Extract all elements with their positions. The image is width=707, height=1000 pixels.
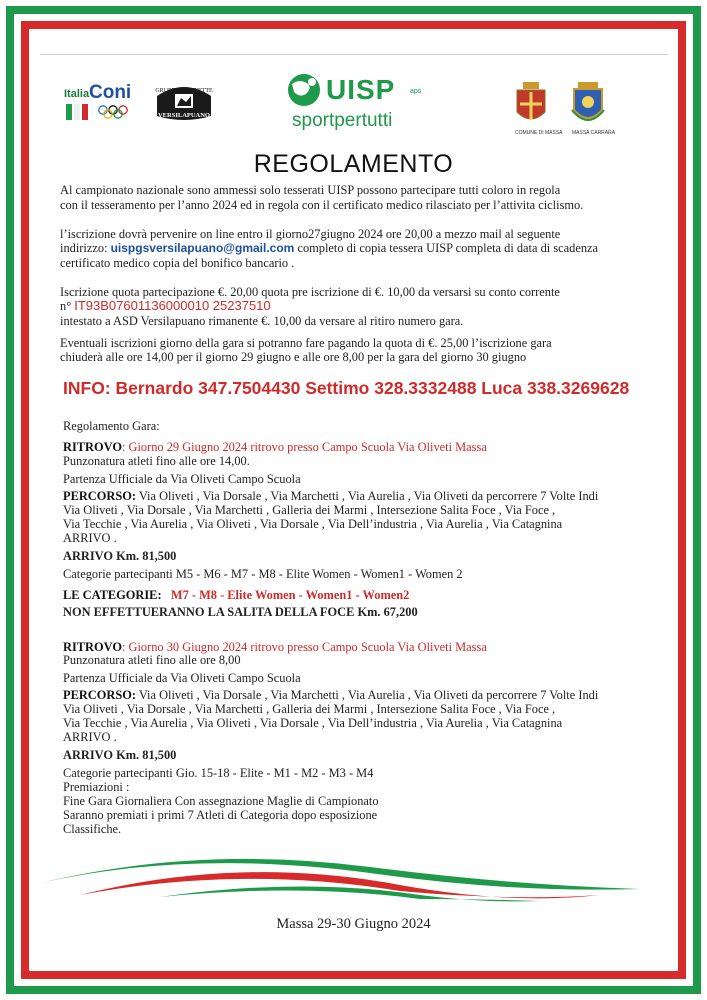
- iban-code: IT93B07601136000010 25237510: [74, 298, 271, 313]
- intro-line-1: Al campionato nazionale sono ammessi solo tesserati UISP possono partecipare tutti coloro in regola: [60, 183, 561, 197]
- comune-crest-icon: [511, 82, 551, 130]
- day1-punzonatura: Punzonatura atleti fino alle ore 14,00.: [63, 454, 250, 468]
- day1-percorso-text-1: Via Oliveti , Via Dorsale , Via Marchetti , Via Aurelia , Via Oliveti da percorrere 7 Volte Indi: [135, 489, 599, 503]
- day2-partenza: Partenza Ufficiale da Via Oliveti Campo Scuola: [63, 671, 301, 685]
- day2-punzonatura: Punzonatura atleti fino alle ore 8,00: [63, 653, 241, 667]
- uisp-aps-text: aps: [410, 88, 422, 95]
- fee-line-2: [60, 299, 271, 314]
- intro-line-2: con il tesseramento per l’anno 2024 ed in regola con il certificato medico rilasciato per l’attivita ciclismo.: [60, 198, 584, 212]
- fee-line-1: Iscrizione quota partecipazione €. 20,00 quota pre iscrizione di €. 10,00 da versarsi su conto corrente: [60, 285, 560, 299]
- day2-percorso-label: PERCORSO:: [63, 688, 136, 702]
- day2-arrivo: ARRIVO Km. 81,500: [63, 748, 177, 762]
- staffette-bottom-text: VERSILAPUANO: [157, 112, 211, 119]
- day2-percorso-text-1: Via Oliveti , Via Dorsale , Via Marchetti , Via Aurelia , Via Oliveti da percorrere 7 Volte Indi: [135, 688, 599, 702]
- signup-line-3: certificato medico copia del bonifico bancario .: [60, 256, 295, 270]
- day1-arrivo: ARRIVO Km. 81,500: [63, 549, 177, 563]
- info-contacts: INFO: Bernardo 347.7504430 Settimo 328.3332488 Luca 338.3269628: [63, 378, 630, 398]
- staffette-logo: [153, 82, 215, 122]
- uisp-brand-text: UISP: [326, 74, 396, 105]
- page-title: REGOLAMENTO: [253, 150, 454, 178]
- olympic-rings-icon: [97, 105, 133, 119]
- day2-categorie: Categorie partecipanti Gio. 15-18 - Elite - M1 - M2 - M3 - M4: [63, 766, 374, 780]
- coni-logo-prefix: Italia: [64, 88, 90, 100]
- day1-partenza: Partenza Ufficiale da Via Oliveti Campo Scuola: [63, 472, 301, 486]
- coni-flag-icon: [64, 102, 94, 122]
- day2-percorso-line-1: [63, 688, 598, 703]
- crest1-caption: COMUNE DI MASSA: [515, 130, 563, 136]
- day2-percorso-line-4: ARRIVO .: [63, 730, 117, 744]
- late-line-2: chiuderà alle ore 14,00 per il giorno 29 giugno e alle ore 8,00 per la gara del giorno 30 giugno: [60, 350, 527, 364]
- day1-le-categorie-label: LE CATEGORIE:: [63, 588, 162, 602]
- fee-number-prefix: n°: [60, 299, 75, 313]
- day1-le-categorie: [63, 588, 409, 603]
- day1-ritrovo-label: RITROVO: [63, 440, 122, 454]
- fee-line-3: intestato a ASD Versilapuano rimanente €. 10,00 da versare al ritiro numero gara.: [60, 314, 464, 328]
- day2-ritrovo-place: Campo Scuola Via Oliveti Massa: [318, 640, 487, 654]
- comune-di-massa-crest: [511, 82, 563, 137]
- footer-date: Massa 29-30 Giugno 2024: [276, 916, 431, 932]
- day2-ritrovo-label: RITROVO: [63, 640, 122, 654]
- provincia-crest-icon: [568, 80, 608, 130]
- coni-logo: [64, 82, 134, 120]
- day2-percorso-line-2: Via Oliveti , Via Dorsale , Via Marchetti , Galleria dei Marmi , Intersezione Salita Foce , Via Foce ,: [63, 702, 556, 716]
- uisp-logo: [282, 72, 422, 142]
- signup-line-2: [60, 241, 598, 256]
- tricolor-swoosh: [40, 855, 640, 915]
- day2-percorso-line-3: Via Tecchie , Via Aurelia , Via Oliveti , Via Dorsale , Via Dell’industria , Via Aurelia , Via Catagnina: [63, 716, 563, 730]
- uisp-globe-icon: [282, 72, 326, 108]
- signup-email-link[interactable]: uispgsversilapuano@gmail.com: [110, 241, 295, 255]
- day2-ritrovo-text: : Giorno 30 Giugno 2024 ritrovo presso: [121, 640, 319, 654]
- day1-percorso-line-4: ARRIVO .: [63, 531, 117, 545]
- day1-percorso-line-2: Via Oliveti , Via Dorsale , Via Marchetti , Galleria dei Marmi , Intersezione Salita Foce , Via Foce ,: [63, 503, 556, 517]
- day1-le-categorie-list: M7 - M8 - Elite Women - Women1 - Women2: [161, 588, 410, 602]
- late-line-1: Eventuali iscrizioni giorno della gara si potranno fare pagando la quota di €. 25,00 l’iscrizione gara: [60, 336, 552, 350]
- day2-premiati: Saranno premiati i primi 7 Atleti di Categoria dopo esposizione: [63, 808, 378, 822]
- top-divider: [40, 54, 668, 55]
- rules-heading: Regolamento Gara:: [63, 419, 160, 433]
- day2-fine-gara: Fine Gara Giornaliera Con assegnazione Maglie di Campionato: [63, 794, 379, 808]
- day2-classifiche: Classifiche.: [63, 822, 122, 836]
- day1-percorso-label: PERCORSO:: [63, 489, 136, 503]
- crest2-caption: MASSA CARRARA: [572, 130, 616, 136]
- day1-percorso-line-3: Via Tecchie , Via Aurelia , Via Oliveti , Via Dorsale , Via Dell’industria , Via Aurelia , Via Catagnina: [63, 517, 563, 531]
- staffette-emblem-icon: [153, 82, 215, 122]
- signup-line-1: l’iscrizione dovrà pervenire on line entro il giorno27giugno 2024 ore 20,00 a mezzo mail al seguente: [60, 227, 561, 241]
- day1-ritrovo: [63, 440, 487, 455]
- day1-ritrovo-text: : Giorno 29 Giugno 2024 ritrovo presso: [121, 440, 319, 454]
- signup-suffix: completo di copia tessera UISP completa di data di scadenza: [294, 241, 599, 255]
- massa-carrara-crest: [568, 80, 616, 137]
- signup-prefix: indirizzo:: [60, 241, 111, 255]
- day1-categorie: Categorie partecipanti M5 - M6 - M7 - M8 - Elite Women - Women1 - Women 2: [63, 567, 463, 581]
- day2-premiazioni: Premiazioni :: [63, 780, 130, 794]
- staffette-top-text: GRUPPO STAFFETTE: [155, 88, 213, 94]
- day1-salita: NON EFFETTUERANNO LA SALITA DELLA FOCE Km. 67,200: [63, 605, 418, 619]
- coni-logo-text: Coni: [89, 82, 132, 103]
- day1-ritrovo-place: Campo Scuola Via Oliveti Massa: [318, 440, 487, 454]
- day1-percorso-line-1: [63, 489, 598, 504]
- uisp-tagline: sportpertutti: [292, 110, 393, 131]
